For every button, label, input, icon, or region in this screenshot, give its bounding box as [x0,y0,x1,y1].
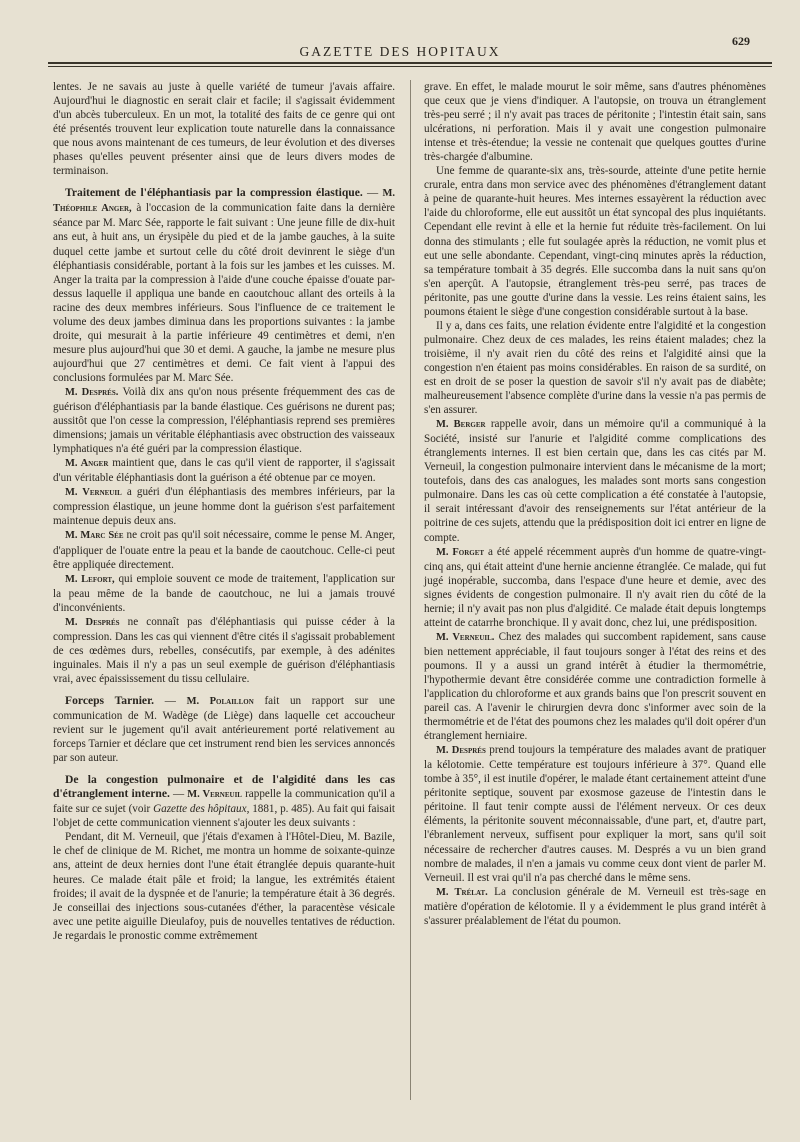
section-congestion-pulmonaire: De la congestion pulmonaire et de l'algidité dans les cas d'étranglement interne. — M. Verneuil rappelle la communication qu'il a faite sur ce sujet (voir Gazette des hôpitaux, 1881, p. 485). Au fait qui faisait l'objet de cette communication viennent s'ajouter les deux suivants : [53,773,396,830]
paragraph [53,528,395,571]
page-number: 629 [732,34,750,48]
paragraph-text: qui emploie souvent ce mode de traitement, l'application sur la peau même de la bande de caoutchouc, ne lui a jamais trouvé d'inconvénients. [53,572,395,614]
section-forceps-tarnier: Forceps Tarnier. — M. Polaillon fait un rapport sur une communication de M. Wadège (de Liège) dans laquelle cet accoucheur revient sur le jugement qu'il avait antérieurement porté relativement au forceps Tarnier et déclare que cet instrument rend bien les services annoncés par son auteur. [53,693,396,765]
paragraph-text: prend toujours la température des malades avant de pratiquer la kélotomie. Cette température est toujours inférieure à 37°. Quand elle tombe à 35°, il est inutile d'opérer, le malade étant certainement atteint d'une péritonite septique, souvent par exosmose gazeuse de l'intestin dans le péritoine. Il faut tenir compte aussi de l'élément nerveux. Or ces deux éléments, la péritonite souvent méconnaissable, d'une part, et, d'autre part, l'ébranlement nerveux, suffisent pour expliquer la mort, sans qu'il soit nécessaire de rechercher d'autres causes. M. Després a vu un bien grand nombre de malades, il n'en a jamais vu comme ceux dont vient de parler M. Verneuil. Il est vrai qu'il n'a pas cherché dans le même sens. [424,744,766,884]
journal-reference: Gazette des hôpitaux, [153,803,250,816]
speaker-name: M. Després [436,745,486,757]
speaker-name: M. Verneuil. [436,631,495,643]
speaker-name: M. Marc Sée [65,530,124,542]
speaker-name: M. Théophile Anger, [53,188,395,215]
page-header [0,30,800,70]
speaker-name: M. Trélat. [436,886,488,898]
speaker-name: M. Anger [65,458,109,470]
paragraph-text: 1881, p. 485). Au fait qui faisait l'objet de cette communication viennent s'ajouter les deux suivants : [53,803,396,830]
header-rule-thick [48,62,772,64]
header-rule-thin [48,66,772,67]
speaker-name: M. Després. [65,386,119,398]
speaker-name: M. Verneuil [187,789,242,801]
paragraph-text: Voilà dix ans qu'on nous présente fréquemment des cas de guérison d'éléphantiasis par la bande élastique. Ces guérisons ne durent pas; aussitôt que l'on cesse la compression, l'éléphantiasis reprend ses premières dimensions; jamais un véritable éléphantiasis avec obstruction des vaisseaux lymphatiques n'a été guéri par la compression élastique. [53,385,395,456]
section-title: De la congestion pulmonaire et de l'algidité dans les cas d'étranglement interne. [53,773,395,801]
paragraph: Pendant, dit M. Verneuil, que j'étais d'examen à l'Hôtel-Dieu, M. Bazile, le chef de clinique de M. Richet, me montra un homme de soixante-quinze ans, atteint de deux hernies dont l'une était étranglée depuis quarante-huit heures. Ce malade était pâle et froid; la langue, les extrémités étaient froides; il avait de la dyspnée et de l'anurie; la température était à 36 degrés. Je conseillai des injections sous-cutanées d'éther, la paracentèse vésicale avec une petite aiguille Dieulafoy, puis de nouvelles tentatives de réduction. Je regardais le pronostic comme extrêmement [53,831,395,942]
paragraph-text: maintient que, dans le cas qu'il vient de rapporter, il s'agissait d'un véritable éléphantiasis dont la guérison a été obtenue par ce moyen. [53,457,395,485]
paragraph [53,572,395,615]
paragraph [53,485,395,528]
journal-title: GAZETTE DES HOPITAUX [299,44,501,59]
paragraph [53,615,395,686]
speaker-name: M. Polaillon [186,695,254,707]
paragraph: Une femme de quarante-six ans, très-sourde, atteinte d'une petite hernie crurale, entra dans mon service avec des phénomènes d'étranglement datant à peine de quarante-huit heures. Mes internes essayèrent la réduction avec l'aide du chloroforme, elle eut aussitôt un état syncopal des plus inquiétants. Cependant elle revint à elle et la hernie fut réduite très-facilement. On lui donna des stimulants ; elle fut soulagée après la réduction, ne vomit plus et eut une selle abondante. Cependant, vingt-cinq minutes après la réduction, sa température tombait à 35 degrés. Elle succomba dans la nuit sans qu'on s'en aperçût. A l'autopsie, étranglement très-peu serré, pas traces de péritonite, pas une goutte d'urine dans la vessie. Les reins étaient sains, les poumons étaient le siège d'une congestion considérable surtout à la base. [424,165,766,318]
paragraph-text: fait un rapport sur une communication de M. Wadège (de Liège) dans laquelle cet accoucheur revient sur le jugement qu'il avait antérieurement porté relativement au forceps Tarnier et déclare que cet instrument rend bien les services annoncés par son auteur. [53,694,396,765]
speaker-name: M. Forget [436,546,485,558]
paragraph-text: ne croit pas qu'il soit nécessaire, comme le pense M. Anger, d'appliquer de l'ouate entre la peau et la bande de caoutchouc. Celle-ci peut être appliquée directement. [53,529,395,571]
paragraph-text: a été appelé récemment auprès d'un homme de quatre-vingt-cinq ans, qui était atteint d'une hernie ancienne étranglée. Ce malade, qui fut jugé inopérable, succomba, dans l'espace d'une heure et demie, avec des signes évidents de congestion pulmonaire. Il n'y avait rien du côté de la hernie; il n'y avait pas non plus d'algidité. Ce malade était depuis longtemps atteint de catarrhe bronchique. Il y avait donc, chez lui, une prédisposition. [424,545,766,629]
paragraph [53,385,395,456]
paragraph [424,743,766,884]
paragraph-text: La conclusion générale de M. Verneuil est très-sage en matière d'opération de kélotomie. Il y a évidemment le plus grand intérêt à s'assurer préalablement de l'état du poumon. [424,885,767,927]
paragraph [424,630,766,743]
paragraph-text: Chez des malades qui succombent rapidement, sans cause bien nettement appréciable, il faut toujours songer à l'état des reins et des poumons. Il y a aussi un grand intérêt à étudier la thermométrie, l'hypothermie devant être considérée comme une contradiction formelle à l'application du chloroforme et aux grands bains que l'on prescrit souvent en pareil cas. A l'avenir le chirurgien devra donc s'informer avec soin de la thermométrie et de l'état des poumons chez les malades qu'il doit opérer d'un étranglement herniaire. [424,630,766,743]
paragraph [424,545,766,630]
left-column [53,80,395,943]
column-divider [410,80,411,1100]
speaker-name: M. Lefort, [65,573,115,585]
right-column [424,80,766,928]
paragraph: grave. En effet, le malade mourut le soir même, sans d'autres phénomènes que ceux que je viens d'indiquer. A l'autopsie, on trouva un étranglement très-peu serré ; il n'y avait pas traces de péritonite ; l'intestin était sain, sans ulcérations, ni perforation. Mais il y avait une congestion pulmonaire intense et très-étendue; la vessie ne contenait que quelques gouttes d'urine très-chargée d'albumine. [424,81,766,164]
paragraph-text: a guéri d'un éléphantiasis des membres inférieurs, par la compression élastique, un jeune homme dont la guérison s'est parfaitement maintenue depuis deux ans. [53,486,395,528]
paragraph-text: rappelle avoir, dans un mémoire qu'il a communiqué à la Société, insisté sur l'anurie et l'algidité comme complications des étranglements internes. Il est bien certain que, dans les cas cités par M. Verneuil, la congestion pulmonaire intervient dans le mécanisme de la mort; toutefois, dans des cas analogues, les malades sont morts sans congestion pulmonaire. Dans les cas où cette complication a été constatée à l'autopsie, il serait intéressant d'avoir des renseignements sur l'état antérieur de la poitrine de ces sujets, attendu que la prédisposition doit ici entrer en ligne de compte. [424,418,766,544]
paragraph [424,417,766,544]
paragraph [53,456,395,485]
paragraph: lentes. Je ne savais au juste à quelle variété de tumeur j'avais affaire. Aujourd'hui le diagnostic en serait clair et facile; il s'agissait évidemment d'un abcès tuberculeux. En un mot, la totalité des faits de ce genre qui ont été présentés trouvent leur explication toute naturelle dans la connaissance que nous avons maintenant de ces tumeurs, de leur évolution et des diverses phases qu'elles peuvent présenter ainsi que de leurs divers modes de terminaison. [53,81,395,178]
speaker-name: M. Després [65,616,120,628]
section-anger-elephantiasis: Traitement de l'éléphantiasis par la compression élastique. — M. Théophile Anger, à l'occasion de la communication faite dans la dernière séance par M. Marc Sée, rapporte le fait suivant : Une jeune fille de dix-huit ans eut, à huit ans, un érysipèle du pied et de la jambe gauches, à la suite duquel cette jambe et surtout celle du côté droit devinrent le siège d'un éléphantiasis considérable, portant à la fois sur les jambes et les cuisses. M. Anger la traita par la compression à l'aide d'une couche épaisse d'ouate par-dessus laquelle il appliqua une bande en caoutchouc allant des orteils à la racine des deux membres inférieurs. Sous l'influence de ce traitement le volume des deux jambes diminua dans les proportions suivantes : la jambe droite, qui mesurait à la partie inférieure 49 centimètres et demi, n'en mesure plus aujourd'hui que 30 et demi. A gauche, la jambe ne mesure plus aujourd'hui que 27 centimètres et demi. Ce fait vient à l'appui des conclusions formulées par M. Marc Sée. [53,186,395,384]
speaker-name: M. Berger [436,419,486,431]
paragraph: Il y a, dans ces faits, une relation évidente entre l'algidité et la congestion pulmonaire. Chez deux de ces malades, les reins étaient malades; chez la troisième, il n'y avait rien du côté des reins et l'algidité ainsi que la congestion n'en étaient pas moins considérables. En raison de sa surdité, on est en droit de se poser la question de savoir s'il n'y avait pas de diabète; malheureusement l'absence complète d'urine dans la vessie n'a pas permis de s'en assurer. [424,319,766,417]
paragraph-text: ne connaît pas d'éléphantiasis qui puisse céder à la compression. Dans les cas qui viennent d'être cités il s'agissait probablement de ces œdèmes durs, rebelles, consécutifs, par exemple, à des adénites inguinales. Mais il n'y a pas un seul exemple de guérison d'éléphantiasis vrai, avec épaississement du tissu cellulaire. [53,615,396,685]
paragraph [424,885,766,928]
paragraph-text: rappelle la communication qu'il a faite sur ce sujet (voir [53,788,395,816]
paragraph-text: à l'occasion de la communication faite dans la dernière séance par M. Marc Sée, rapporte le fait suivant : Une jeune fille de dix-huit ans eut, à huit ans, un érysipèle du pied et de la jambe gauches, à la suite duquel cette jambe et surtout celle du côté droit devinrent le siège d'un éléphantiasis considérable, portant à la fois sur les jambes et les cuisses. M. Anger la traita par la compression à l'aide d'une couche épaisse d'ouate par-dessus laquelle il appliqua une bande en caoutchouc allant des orteils à la racine des deux membres inférieurs. Sous l'influence de ce traitement le volume des deux jambes diminua dans les proportions suivantes : la jambe droite, qui mesurait à la partie inférieure 49 centimètres et demi, n'en mesure plus aujourd'hui que 30 et demi. A gauche, la jambe ne mesure plus aujourd'hui que 27 centimètres et demi. Ce fait vient à l'appui des conclusions formulées par M. Marc Sée. [53,202,395,384]
section-title: Traitement de l'éléphantiasis par la compression élastique. [65,186,363,200]
speaker-name: M. Verneuil [65,487,122,499]
section-title: Forceps Tarnier. [65,693,155,707]
